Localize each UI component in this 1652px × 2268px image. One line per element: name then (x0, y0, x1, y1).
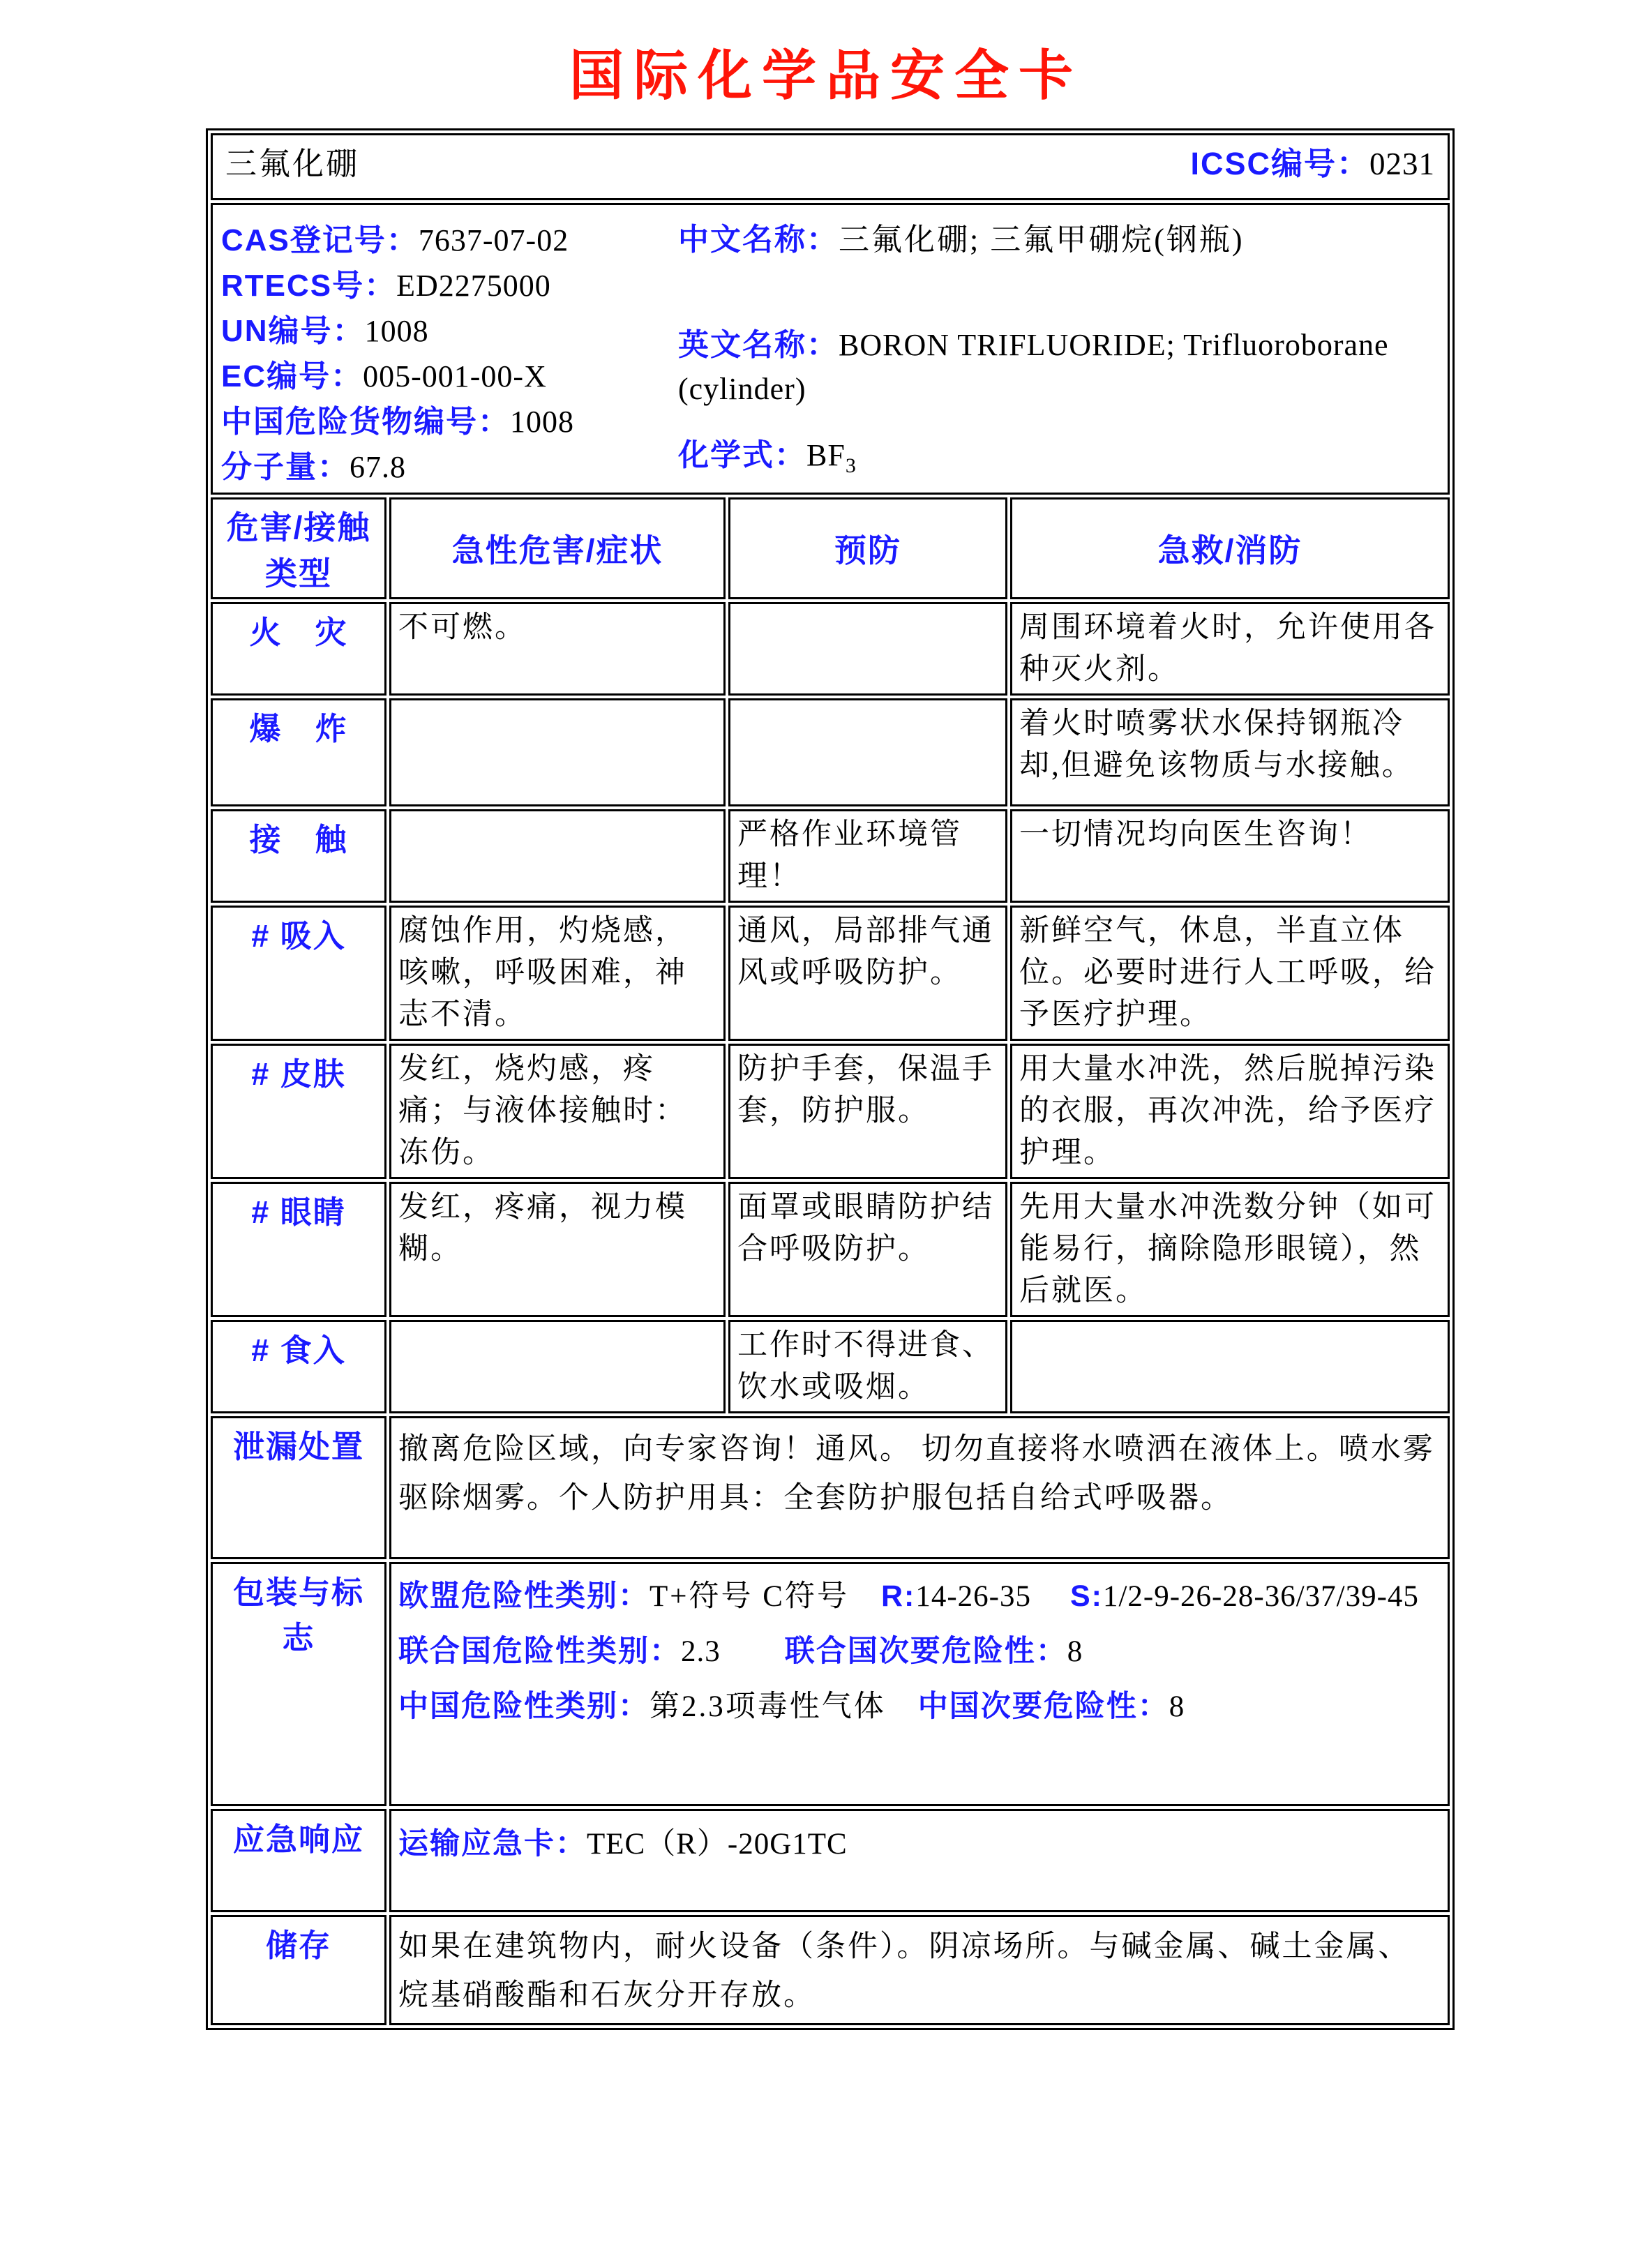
packaging-un-line (398, 1628, 1441, 1676)
ingestion-first-aid-cell (1010, 1320, 1450, 1413)
column-header-symptoms: 急性危害/症状 (389, 497, 726, 599)
icsc-card-page (0, 32, 1652, 2030)
hazard-row-ingestion (211, 1320, 1450, 1413)
fire-symptoms-cell: 不可燃。 (389, 602, 726, 696)
inhalation-type-label: # 吸入 (211, 906, 386, 1041)
molecular-weight (221, 444, 678, 490)
contact-prevention-cell: 严格作业环境管理！ (728, 809, 1007, 903)
hazard-row-skin (211, 1044, 1450, 1179)
card-header-row (211, 133, 1450, 200)
ec-value: 005-001-00-X (363, 359, 547, 393)
r-phrases-label: R: (880, 1579, 916, 1613)
un-value: 1008 (364, 314, 429, 348)
identifiers-cell (211, 203, 1450, 495)
china-hazard-class-value: 第2.3项毒性气体 (649, 1690, 886, 1723)
hazard-row-contact (211, 809, 1450, 903)
identifiers-content (220, 208, 1441, 490)
china-dg-label: 中国危险货物编号： (221, 405, 510, 439)
contact-first-aid-cell: 一切情况均向医生咨询！ (1010, 809, 1450, 903)
china-subsidiary-risk-value: 8 (1169, 1690, 1185, 1723)
chemical-formula-label: 化学式： (678, 438, 806, 472)
chinese-name (678, 218, 1441, 262)
fire-prevention-cell (728, 602, 1007, 696)
chemical-formula (678, 433, 1441, 488)
explosion-symptoms-cell (389, 698, 726, 806)
un-hazard-class-label: 联合国危险性类别： (398, 1635, 681, 1668)
section-row-storage (211, 1915, 1450, 2025)
transport-emergency-card-value: TEC（R）-20G1TC (587, 1828, 848, 1861)
ingestion-type-label: # 食入 (211, 1320, 386, 1413)
china-dg-value: 1008 (510, 405, 574, 439)
rtecs-number (221, 263, 678, 308)
un-subsidiary-risk-label: 联合国次要危险性： (784, 1635, 1067, 1668)
column-header-first-aid: 急救/消防 (1010, 497, 1450, 599)
explosion-first-aid-cell: 着火时喷雾状水保持钢瓶冷却,但避免该物质与水接触。 (1010, 698, 1450, 806)
inhalation-first-aid-cell: 新鲜空气，休息，半直立体位。必要时进行人工呼吸，给予医疗护理。 (1010, 906, 1450, 1041)
packaging-content (389, 1562, 1450, 1806)
storage-label: 储存 (211, 1915, 386, 2025)
ec-label: EC编号： (221, 359, 363, 393)
rtecs-label: RTECS号： (221, 269, 397, 303)
eu-hazard-class-value: T+符号 C符号 (649, 1580, 849, 1613)
storage-content: 如果在建筑物内，耐火设备（条件）。阴凉场所。与碱金属、碱土金属、烷基硝酸酯和石灰分开存放。 (389, 1915, 1450, 2025)
spill-disposal-label: 泄漏处置 (211, 1416, 386, 1559)
skin-prevention-cell: 防护手套，保温手套，防护服。 (728, 1044, 1007, 1179)
icsc-card-table (206, 128, 1455, 2030)
icsc-number (1191, 138, 1436, 183)
cas-label: CAS登记号： (221, 223, 419, 257)
packaging-eu-line (398, 1572, 1441, 1621)
identifiers-right-column (678, 218, 1441, 490)
r-phrases-value: 14-26-35 (915, 1580, 1031, 1613)
emergency-response-content (389, 1809, 1450, 1912)
cas-value: 7637-07-02 (418, 223, 569, 257)
ingestion-prevention-cell: 工作时不得进食、饮水或吸烟。 (728, 1320, 1007, 1413)
english-name-label: 英文名称： (678, 328, 839, 362)
un-number (221, 308, 678, 354)
explosion-prevention-cell (728, 698, 1007, 806)
china-subsidiary-risk-label: 中国次要危险性： (917, 1690, 1169, 1723)
hazard-row-eyes (211, 1182, 1450, 1317)
skin-symptoms-cell: 发红，烧灼感，疼痛；与液体接触时：冻伤。 (389, 1044, 726, 1179)
inhalation-prevention-cell: 通风，局部排气通风或呼吸防护。 (728, 906, 1007, 1041)
section-row-spill-disposal (211, 1416, 1450, 1559)
contact-symptoms-cell (389, 809, 726, 903)
contact-type-label: 接 触 (211, 809, 386, 903)
transport-emergency-card-label: 运输应急卡： (398, 1827, 587, 1861)
rtecs-value: ED2275000 (396, 269, 551, 303)
hazard-row-inhalation (211, 906, 1450, 1041)
chinese-name-value: 三氟化硼; 三氟甲硼烷(钢瓶) (839, 223, 1245, 257)
china-dg-number (221, 399, 678, 444)
eu-hazard-class-label: 欧盟危险性类别： (398, 1579, 649, 1613)
s-phrases-value: 1/2-9-26-28-36/37/39-45 (1102, 1580, 1419, 1613)
molecular-weight-label: 分子量： (221, 450, 350, 484)
un-subsidiary-risk-value: 8 (1067, 1635, 1083, 1668)
ingestion-symptoms-cell (389, 1320, 726, 1413)
identifiers-row (211, 203, 1450, 495)
un-label: UN编号： (221, 314, 365, 348)
icsc-number-label: ICSC编号： (1190, 146, 1370, 181)
fire-type-label: 火 灾 (211, 602, 386, 696)
hazard-row-explosion (211, 698, 1450, 806)
skin-first-aid-cell: 用大量水冲洗，然后脱掉污染的衣服，再次冲洗，给予医疗护理。 (1010, 1044, 1450, 1179)
molecular-weight-value: 67.8 (350, 450, 406, 484)
column-header-prevention: 预防 (728, 497, 1007, 599)
page-title: 国际化学品安全卡 (569, 44, 1083, 107)
card-header-content (220, 138, 1441, 183)
eyes-prevention-cell: 面罩或眼睛防护结合呼吸防护。 (728, 1182, 1007, 1317)
card-header-cell (211, 133, 1450, 200)
inhalation-symptoms-cell: 腐蚀作用，灼烧感，咳嗽，呼吸困难，神志不清。 (389, 906, 726, 1041)
spill-disposal-content: 撤离危险区域，向专家咨询！通风。 切勿直接将水喷洒在液体上。喷水雾驱除烟雾。个人防护用具：全套防护服包括自给式呼吸器。 (389, 1416, 1450, 1559)
icsc-number-value: 0231 (1369, 147, 1436, 181)
packaging-label: 包装与标志 (211, 1562, 386, 1806)
skin-type-label: # 皮肤 (211, 1044, 386, 1179)
eyes-symptoms-cell: 发红，疼痛，视力模糊。 (389, 1182, 726, 1317)
english-name (678, 323, 1441, 411)
packaging-china-line (398, 1683, 1441, 1731)
s-phrases-label: S: (1069, 1579, 1103, 1613)
chemical-formula-value: BF (806, 438, 846, 472)
eyes-type-label: # 眼睛 (211, 1182, 386, 1317)
chemical-formula-subscript: 3 (845, 453, 858, 477)
identifiers-left-column (221, 218, 678, 490)
hazard-row-fire (211, 602, 1450, 696)
cas-number (221, 218, 678, 263)
ec-number (221, 354, 678, 399)
emergency-response-label: 应急响应 (211, 1809, 386, 1912)
explosion-type-label: 爆 炸 (211, 698, 386, 806)
hazard-table-header-row (211, 497, 1450, 599)
english-name-value: BORON TRIFLUORIDE; Trifluoroborane (cylinder) (678, 328, 1389, 406)
section-row-packaging (211, 1562, 1450, 1806)
eyes-first-aid-cell: 先用大量水冲洗数分钟（如可能易行，摘除隐形眼镜），然后就医。 (1010, 1182, 1450, 1317)
un-hazard-class-value: 2.3 (681, 1635, 721, 1668)
china-hazard-class-label: 中国危险性类别： (398, 1690, 649, 1723)
section-row-emergency-response (211, 1809, 1450, 1912)
substance-name: 三氟化硼 (225, 147, 360, 181)
chinese-name-label: 中文名称： (678, 223, 839, 257)
fire-first-aid-cell: 周围环境着火时，允许使用各种灭火剂。 (1010, 602, 1450, 696)
column-header-hazard-type: 危害/接触类型 (211, 497, 386, 599)
